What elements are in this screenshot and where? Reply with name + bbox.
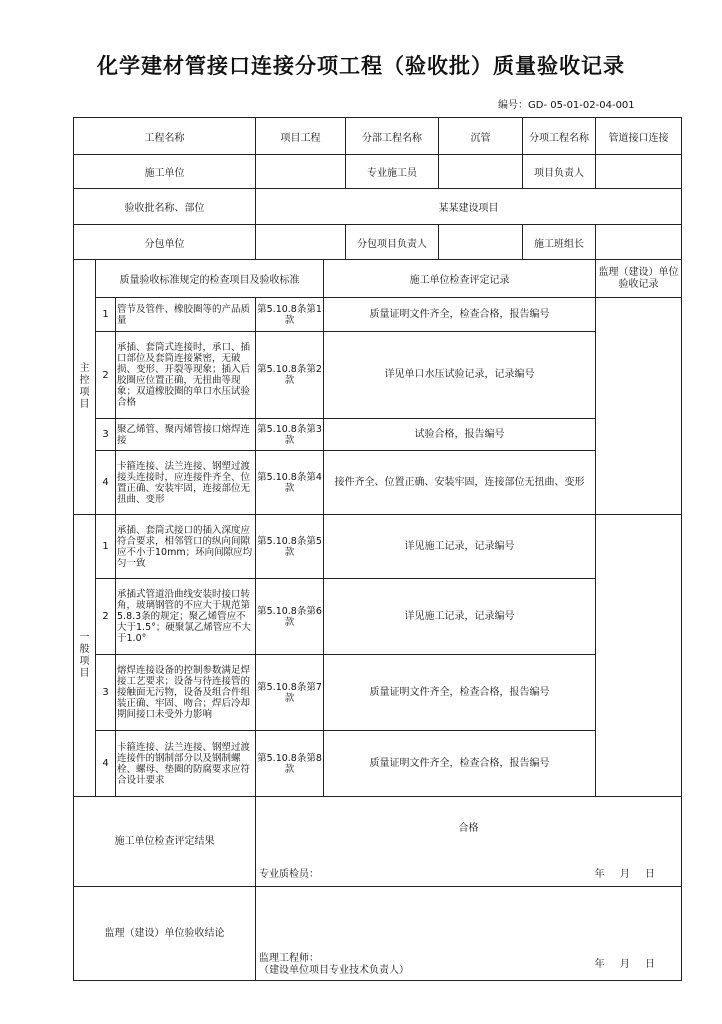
item-record[interactable]: 试验合格，报告编号	[324, 419, 596, 451]
item-clause: 第5.10.8条第3款	[256, 419, 324, 451]
project-name-label: 工程名称	[74, 118, 256, 155]
sub-manager-value[interactable]	[439, 225, 523, 260]
item-clause: 第5.10.8条第7款	[256, 655, 324, 731]
specialist-value[interactable]	[439, 155, 523, 189]
date-label: 年 月 日	[594, 869, 662, 880]
main-group-label: 主控项目	[74, 260, 96, 515]
standard-column-header: 质量验收标准规定的检查项目及验收标准	[96, 260, 324, 298]
supervisor-record-header: 监理（建设）单位验收记录	[596, 260, 682, 298]
contractor-result-label: 施工单位检查评定结果	[74, 797, 256, 887]
item-record[interactable]: 质量证明文件齐全，检查合格，报告编号	[324, 655, 596, 731]
team-leader-label: 施工班组长	[523, 225, 596, 260]
table-row	[74, 515, 682, 579]
item-text: 卡箍连接、法兰连接、钢塑过渡接头连接时，应连接件齐全、位置正确、安装牢固，连接部位无扭曲、变形	[116, 451, 256, 515]
manager-value[interactable]	[596, 155, 682, 189]
table-row	[74, 579, 682, 655]
page-title: 化学建材管接口连接分项工程（验收批）质量验收记录	[97, 54, 625, 78]
main-supervisor-record[interactable]	[596, 298, 682, 515]
division-value[interactable]: 沉管	[439, 118, 523, 155]
item-clause: 第5.10.8条第6款	[256, 579, 324, 655]
subcontractor-value[interactable]	[256, 225, 346, 260]
item-clause: 第5.10.8条第5款	[256, 515, 324, 579]
item-record[interactable]: 详见施工记录，记录编号	[324, 579, 596, 655]
division-label: 分部工程名称	[346, 118, 439, 155]
project-name-value[interactable]: 项目工程	[256, 118, 346, 155]
item-number: 4	[96, 731, 116, 797]
item-record[interactable]: 接件齐全、位置正确、安装牢固，连接部位无扭曲、变形	[324, 451, 596, 515]
inspector-label: 专业质检员：	[259, 869, 320, 880]
subitem-label: 分项工程名称	[523, 118, 596, 155]
contractor-value[interactable]	[256, 155, 346, 189]
date-label: 年 月 日	[594, 959, 662, 970]
specialist-label: 专业施工员	[346, 155, 439, 189]
document-number: 编号：GD- 05-01-02-04-001	[498, 100, 635, 111]
general-group-label: 一般项目	[74, 515, 96, 797]
engineer-note: （建设单位项目专业技术负责人）	[259, 965, 410, 976]
table-row	[74, 655, 682, 731]
table-row	[74, 298, 682, 332]
item-text: 承插、套筒式接口的插入深度应符合要求，相邻管口的纵向间隙应不小于10mm；环向间隙应均匀一致	[116, 515, 256, 579]
sub-manager-label: 分包项目负责人	[346, 225, 439, 260]
team-leader-value[interactable]	[596, 225, 682, 260]
item-text: 承插式管道沿曲线安装时接口转角，玻璃钢管的不应大于规范第5.8.3条的规定；聚乙烯管应不大于1.5°；硬聚氯乙烯管应不大于1.0°	[116, 579, 256, 655]
contractor-result-cell[interactable]	[256, 797, 682, 887]
table-row	[74, 419, 682, 451]
item-record[interactable]: 详见单口水压试验记录，记录编号	[324, 332, 596, 419]
subitem-value[interactable]: 管道接口连接	[596, 118, 682, 155]
item-text: 卡箍连接、法兰连接、钢塑过渡连接件的钢制部分以及钢制螺栓、螺母、垫圈的防腐要求应符合设计要求	[116, 731, 256, 797]
item-number: 2	[96, 332, 116, 419]
table-row	[74, 332, 682, 419]
item-text: 熔焊连接设备的控制参数满足焊接工艺要求；设备与待连接管的接触面无污物，设备及组合件组装正确、牢固、吻合；焊后冷却期间接口未受外力影响	[116, 655, 256, 731]
item-record[interactable]: 质量证明文件齐全，检查合格，报告编号	[324, 298, 596, 332]
inspection-form	[73, 117, 682, 981]
contractor-record-header: 施工单位检查评定记录	[324, 260, 596, 298]
item-text: 承插、套筒式连接时，承口、插口部位及套筒连接紧密，无破损、变形、开裂等现象；插入后胶圈应位置正确，无扭曲等现象；双道橡胶圈的单口水压试验合格	[116, 332, 256, 419]
subcontractor-label: 分包单位	[74, 225, 256, 260]
general-supervisor-record[interactable]	[596, 515, 682, 797]
item-number: 3	[96, 655, 116, 731]
item-clause: 第5.10.8条第8款	[256, 731, 324, 797]
batch-label: 验收批名称、部位	[74, 189, 256, 225]
batch-value[interactable]: 某某建设项目	[256, 189, 682, 225]
item-clause: 第5.10.8条第1款	[256, 298, 324, 332]
engineer-label: 监理工程师：	[259, 953, 320, 964]
item-number: 1	[96, 515, 116, 579]
manager-label: 项目负责人	[523, 155, 596, 189]
supervisor-result-cell[interactable]	[256, 887, 682, 981]
item-record[interactable]: 质量证明文件齐全，检查合格，报告编号	[324, 731, 596, 797]
item-number: 2	[96, 579, 116, 655]
item-clause: 第5.10.8条第2款	[256, 332, 324, 419]
item-text: 聚乙烯管、聚丙烯管接口熔焊连接	[116, 419, 256, 451]
supervisor-result-label: 监理（建设）单位验收结论	[74, 887, 256, 981]
contractor-label: 施工单位	[74, 155, 256, 189]
table-row	[74, 451, 682, 515]
item-number: 1	[96, 298, 116, 332]
table-row	[74, 731, 682, 797]
item-clause: 第5.10.8条第4款	[256, 451, 324, 515]
item-number: 3	[96, 419, 116, 451]
contractor-result-value: 合格	[458, 823, 479, 834]
item-record[interactable]: 详见施工记录，记录编号	[324, 515, 596, 579]
item-number: 4	[96, 451, 116, 515]
item-text: 管节及管件、橡胶圈等的产品质量	[116, 298, 256, 332]
